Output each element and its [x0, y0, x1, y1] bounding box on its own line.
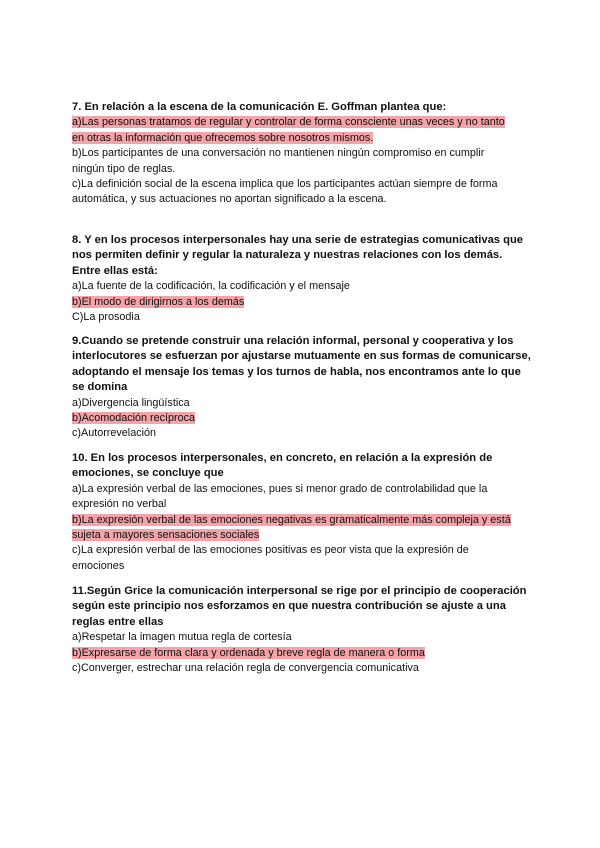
answer-line: c)Converger, estrechar una relación regla de convergencia comunicativa	[72, 662, 419, 675]
answer-line: a)La expresión verbal de las emociones, pues si menor grado de controlabilidad que la	[72, 482, 488, 495]
answer-line: c)Autorrevelación	[72, 427, 157, 440]
answer-line: c)La definición social de la escena implica que los participantes actúan siempre de forma	[72, 178, 498, 191]
question-title: 9.Cuando se pretende construir una relación informal, personal y cooperativa y los interlocutores se esfuerzan por ajustarse mutuamente en sus formas de comunicarse, adoptando el mensaje los temas y los turnos de habla, nos encontramos ante lo que se domina	[72, 335, 531, 394]
answer-line: emociones	[72, 559, 125, 572]
answer-option-b	[72, 411, 532, 426]
answer-option-a	[72, 279, 532, 294]
answer-line: a)Respetar la imagen mutua regla de cortesía	[72, 631, 292, 644]
answer-option-a	[72, 115, 532, 146]
question-8	[72, 233, 532, 325]
question-9	[72, 334, 532, 442]
answer-line: en otras la información que ofrecemos sobre nosotros mismos.	[72, 131, 374, 144]
answer-line: b)Expresarse de forma clara y ordenada y breve regla de manera o forma	[72, 646, 425, 659]
answer-line: b)El modo de dirigirnos a los demás	[72, 295, 245, 308]
answer-option-a	[72, 396, 532, 411]
answer-line: c)La expresión verbal de las emociones positivas es peor vista que la expresión de	[72, 544, 469, 557]
answer-line: b)La expresión verbal de las emociones negativas es gramaticalmente más compleja y está	[72, 513, 511, 526]
question-7	[72, 100, 532, 208]
answer-line: automática, y sus actuaciones no aportan significado a la escena.	[72, 193, 387, 206]
answer-line: b)Los participantes de una conversación no mantienen ningún compromiso en cumplir	[72, 147, 485, 160]
answer-line: a)Las personas tratamos de regular y controlar de forma consciente unas veces y no tanto	[72, 116, 505, 129]
answer-option-a	[72, 482, 532, 513]
question-title: 8. Y en los procesos interpersonales hay una serie de estrategias comunicativas que nos permiten definir y regular la naturaleza y nuestras relaciones con los demás. Entre ellas está:	[72, 234, 524, 277]
answer-option-c	[72, 426, 532, 441]
answer-line: C)La prosodia	[72, 311, 140, 324]
question-title: 11.Según Grice la comunicación interpersonal se rige por el principio de cooperación según este principio nos esforzamos en que nuestra contribución se ajuste a una reglas entre ellas	[72, 585, 527, 628]
answer-option-c	[72, 177, 532, 208]
answer-option-c	[72, 661, 532, 676]
answer-option-c	[72, 310, 532, 325]
answer-option-b	[72, 513, 532, 544]
question-10	[72, 451, 532, 574]
answer-line: expresión no verbal	[72, 498, 167, 511]
answer-option-b	[72, 646, 532, 661]
answer-line: b)Acomodación recíproca	[72, 412, 196, 425]
question-title: 7. En relación a la escena de la comunicación E. Goffman plantea que:	[72, 101, 447, 113]
answer-line: ningún tipo de reglas.	[72, 162, 176, 175]
answer-line: sujeta a mayores sensaciones sociales	[72, 529, 260, 542]
question-title: 10. En los procesos interpersonales, en concreto, en relación a la expresión de emociones, se concluye que	[72, 452, 493, 480]
answer-line: a)La fuente de la codificación, la codificación y el mensaje	[72, 280, 350, 293]
answer-option-b	[72, 146, 532, 177]
answer-option-a	[72, 630, 532, 645]
answer-option-b	[72, 295, 532, 310]
answer-line: a)Divergencia lingüística	[72, 396, 190, 409]
answer-option-c	[72, 543, 532, 574]
question-11	[72, 584, 532, 676]
